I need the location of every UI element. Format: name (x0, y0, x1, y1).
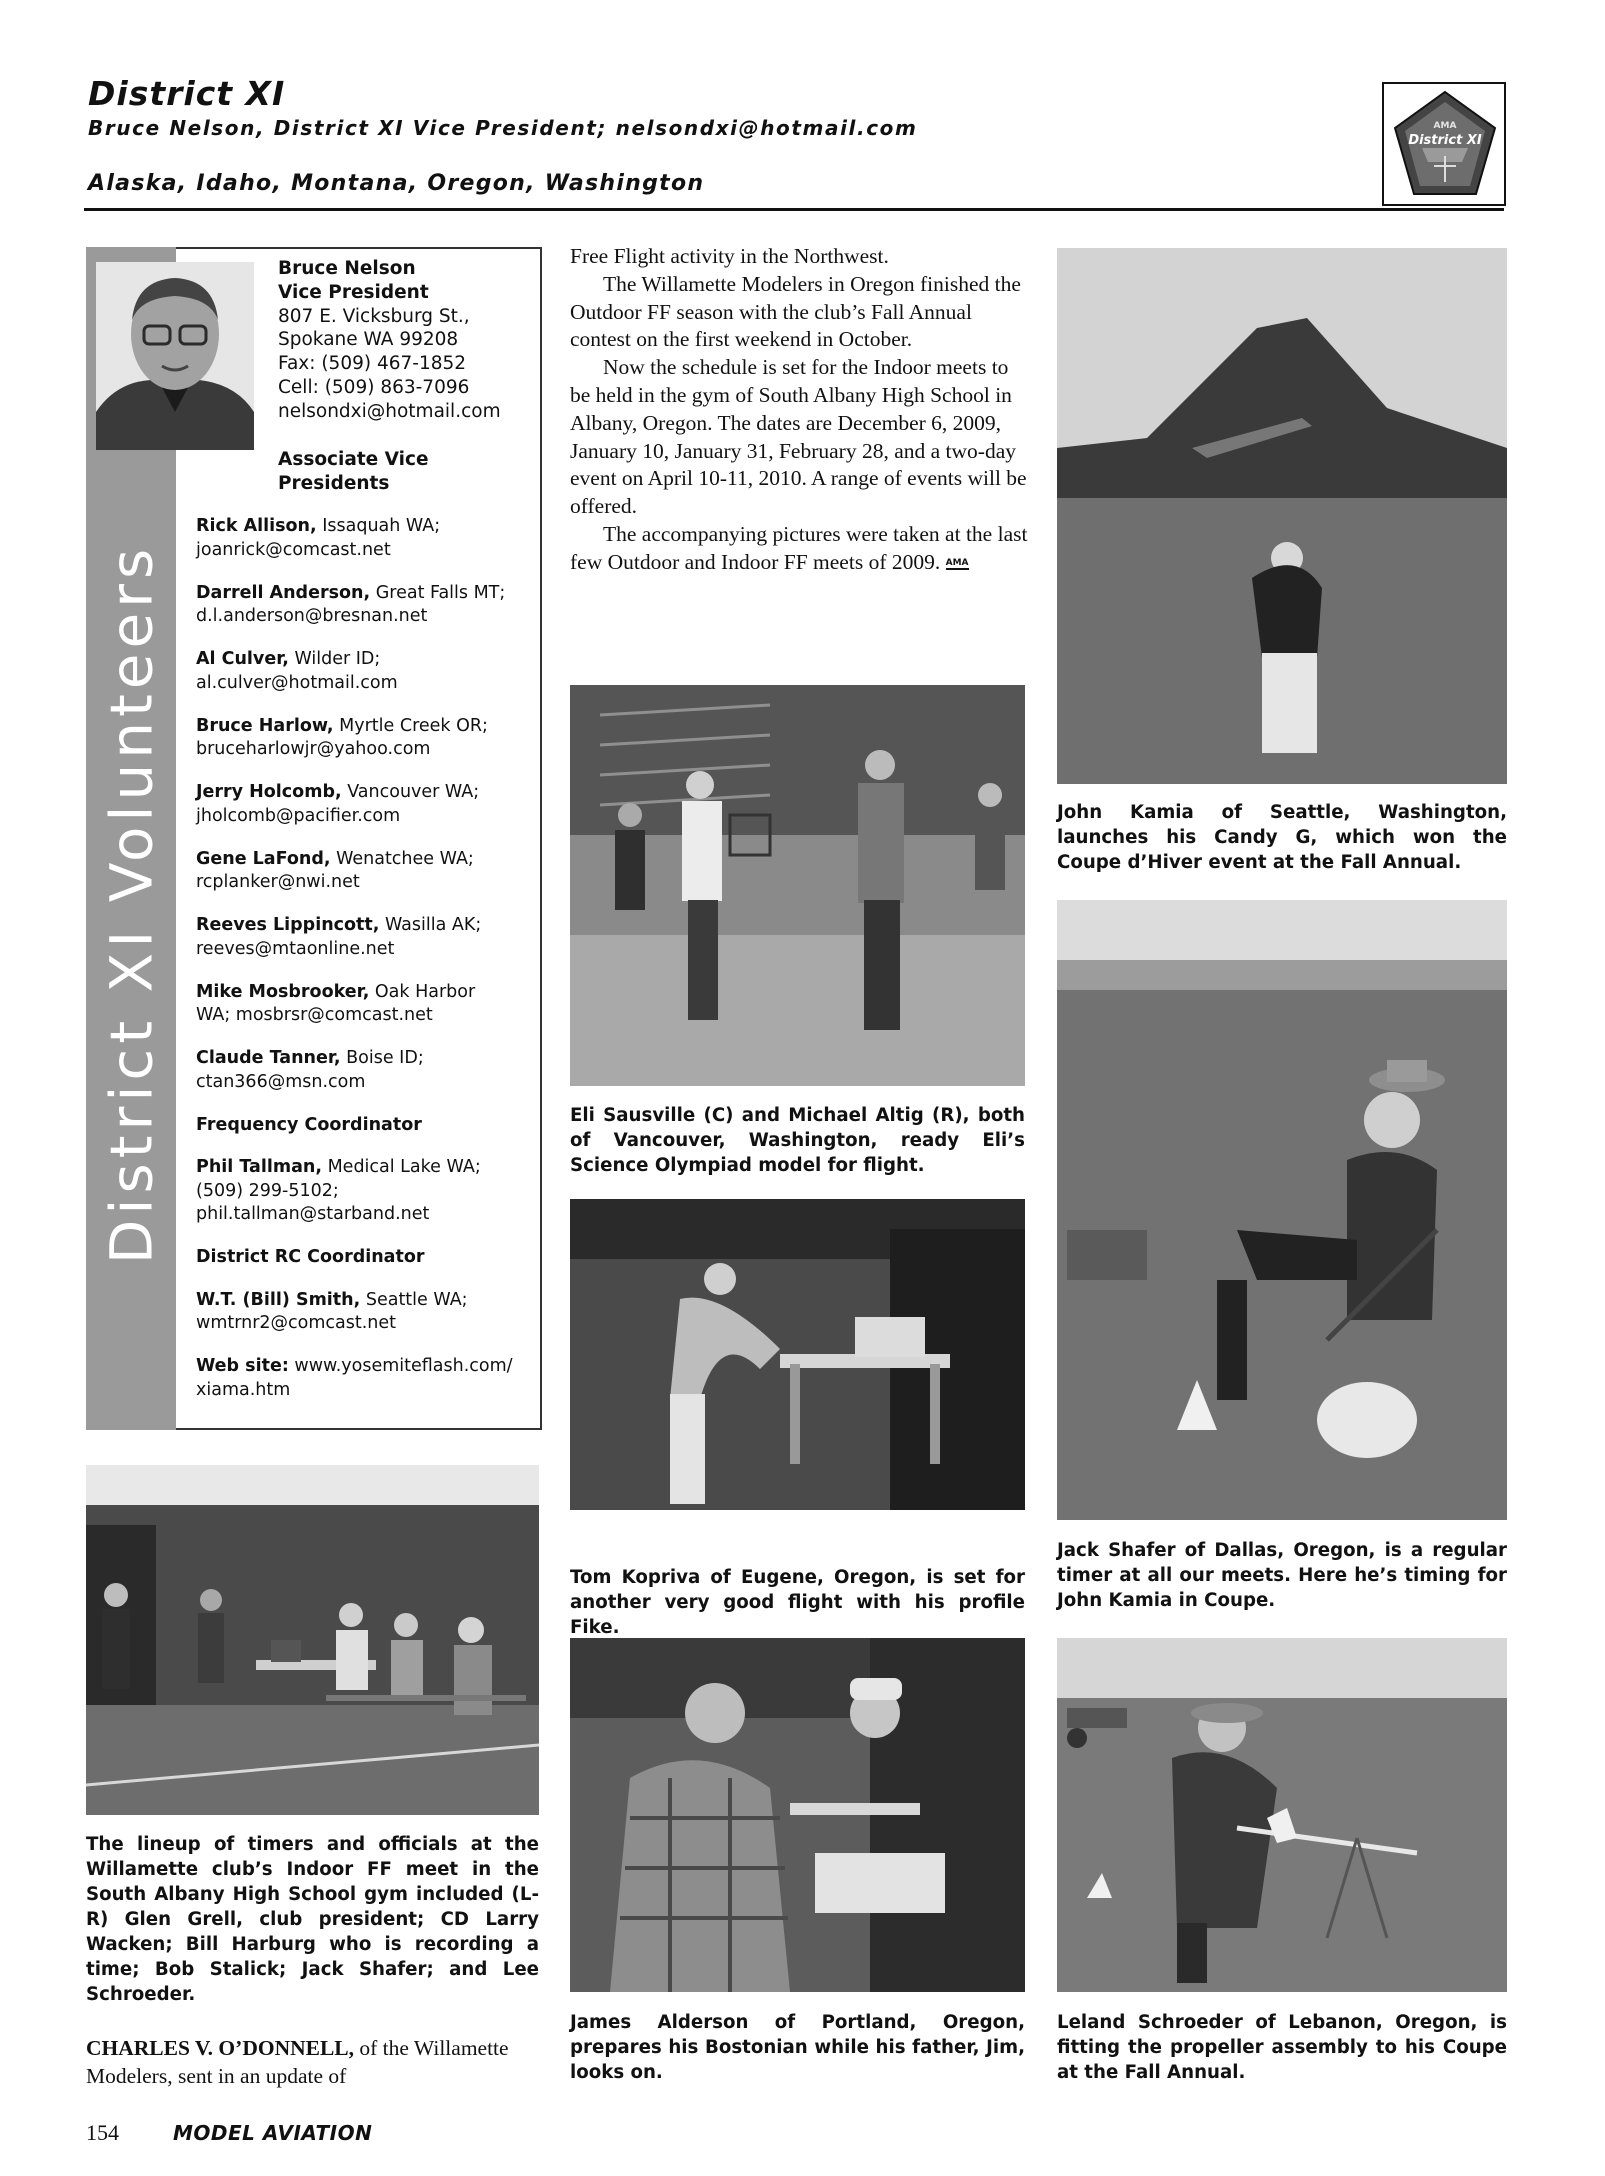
vp-name: Bruce Nelson (278, 258, 416, 279)
caption-jack-shafer: Jack Shafer of Dallas, Oregon, is a regular timer at all our meets. Here he’s timing for John Kamia in Coupe. (1057, 1540, 1507, 1611)
volunteer-location: Boise ID; (340, 1048, 424, 1068)
photo-john-kamia (1057, 248, 1507, 784)
assoc-vp-heading-line1: Associate Vice (278, 449, 429, 470)
magazine-name: MODEL AVIATION (173, 2121, 373, 2145)
district-states: Alaska, Idaho, Montana, Oregon, Washington (88, 171, 705, 196)
volunteer-name: Phil Tallman, (196, 1157, 323, 1177)
caption-james-alderson: James Alderson of Portland, Oregon, prepares his Bostonian while his father, Jim, looks on. (570, 2012, 1025, 2083)
volunteer-entry (196, 914, 536, 961)
article-paragraph (570, 521, 1028, 577)
vp-fax: Fax: (509) 467-1852 (278, 353, 467, 375)
volunteer-name: W.T. (Bill) Smith, (196, 1289, 361, 1310)
vp-portrait-photo (96, 262, 254, 450)
photo-leland-schroeder (1057, 1638, 1507, 1992)
article-paragraph: The Willamette Modelers in Oregon finished the Outdoor FF season with the club’s Fall Annual contest on the first weekend in October. (570, 271, 1021, 352)
volunteer-location: Wilder ID; (288, 649, 381, 669)
volunteer-name: Reeves Lippincott, (196, 915, 380, 935)
volunteer-location: Oak Harbor (369, 981, 476, 1002)
volunteer-email[interactable]: reeves@mtaonline.net (196, 938, 395, 959)
logo-district-text: District XI (1408, 133, 1482, 148)
article-paragraph: Now the schedule is set for the Indoor meets to be held in the gym of South Albany High School in Albany, Oregon. The dates are December 6, 2009, January 10, January 31, February 28, and a two-day event on April 10-11, 2010. A range of events will be offered. (570, 355, 1027, 519)
volunteer-name: Rick Allison, (196, 516, 317, 536)
caption-john-kamia: John Kamia of Seattle, Washington, launches his Candy G, which won the Coupe d’Hiver event at the Fall Annual. (1057, 802, 1507, 873)
volunteer-entry (196, 1047, 536, 1094)
caption-eli-michael: Eli Sausville (C) and Michael Altig (R), both of Vancouver, Washington, ready Eli’s Science Olympiad model for flight. (570, 1105, 1025, 1176)
volunteer-phone: (509) 299-5102; (196, 1180, 339, 1201)
rc-coordinator-entry (196, 1289, 536, 1336)
volunteer-location: Issaquah WA; (316, 516, 441, 536)
volunteer-name: Claude Tanner, (196, 1048, 341, 1068)
volunteer-email[interactable]: bruceharlowjr@yahoo.com (196, 739, 431, 759)
vp-title: Vice President (278, 281, 429, 303)
volunteer-entry (196, 848, 536, 895)
assoc-vp-heading (278, 448, 478, 496)
page-subtitle: Bruce Nelson, District XI Vice President; nelsondxi@hotmail.com (88, 116, 918, 140)
logo-ama-text: AMA (1433, 121, 1457, 131)
caption-gym-lineup: The lineup of timers and officials at the Willamette club’s Indoor FF meet in the South Albany High School gym included (L-R) Glen Grell, club president; CD Larry Wacken; Bill Harburg who is recording a time; Bob Stalick; Jack Shafer; and Lee Schroeder. (86, 1834, 539, 2005)
photo-tom-kopriva (570, 1199, 1025, 1510)
volunteer-location: Wenatchee WA; (330, 848, 474, 869)
website-url[interactable]: www.yosemiteflash.com/ (288, 1356, 513, 1376)
volunteer-email[interactable]: ctan366@msn.com (196, 1071, 366, 1092)
rc-coordinator-heading: District RC Coordinator (196, 1247, 425, 1267)
website-url-cont[interactable]: xiama.htm (196, 1379, 291, 1400)
volunteer-name: Jerry Holcomb, (196, 782, 342, 802)
page-title: District XI (88, 74, 286, 113)
volunteer-email[interactable]: jholcomb@pacifier.com (196, 805, 401, 826)
ama-end-mark-icon: AMA (945, 557, 969, 568)
volunteer-email[interactable]: phil.tallman@starband.net (196, 1204, 430, 1224)
vp-cell: Cell: (509) 863-7096 (278, 376, 470, 398)
district-logo (1382, 82, 1506, 206)
volunteer-name: Gene LaFond, (196, 848, 331, 869)
volunteer-name: Mike Mosbrooker, (196, 981, 370, 1002)
assoc-vp-heading-line2: Presidents (278, 473, 390, 494)
volunteer-location: Great Falls MT; (370, 582, 506, 603)
article-body (570, 243, 1028, 577)
volunteer-entry (196, 648, 536, 695)
district-logo-pentagon (1392, 90, 1498, 198)
vp-address-line2: Spokane WA 99208 (278, 329, 459, 351)
photo-jack-shafer (1057, 900, 1507, 1520)
volunteer-entry (196, 582, 536, 629)
frequency-coordinator-heading: Frequency Coordinator (196, 1114, 422, 1135)
vp-contact (278, 257, 501, 424)
volunteer-list (196, 515, 536, 1422)
article-paragraph-text: The accompanying pictures were taken at the last few Outdoor and Indoor FF meets of 2009. (570, 521, 1028, 574)
volunteer-location: Wasilla AK; (379, 915, 482, 935)
volunteer-location: Seattle WA; (360, 1289, 468, 1310)
volunteer-location: Myrtle Creek OR; (333, 715, 488, 736)
article-continued (86, 2035, 542, 2091)
caption-tom-kopriva: Tom Kopriva of Eugene, Oregon, is set for another very good flight with his profile Fike. (570, 1567, 1025, 1638)
volunteer-location: Vancouver WA; (341, 782, 480, 802)
volunteer-email[interactable]: d.l.anderson@bresnan.net (196, 606, 428, 626)
website-entry (196, 1355, 536, 1402)
caption-leland-schroeder: Leland Schroeder of Lebanon, Oregon, is fitting the propeller assembly to his Coupe at the Fall Annual. (1057, 2012, 1507, 2083)
frequency-coordinator-entry (196, 1156, 536, 1227)
volunteer-entry (196, 981, 536, 1028)
page-number: 154 (86, 2120, 119, 2145)
volunteer-entry (196, 781, 536, 828)
article-paragraph: Free Flight activity in the Northwest. (570, 244, 889, 268)
volunteer-entry (196, 515, 536, 562)
volunteer-name: Bruce Harlow, (196, 715, 334, 736)
vp-address-line1: 807 E. Vicksburg St., (278, 305, 470, 327)
volunteers-band-label: District XI Volunteers (97, 543, 166, 1264)
volunteer-email[interactable]: wmtrnr2@comcast.net (196, 1313, 397, 1333)
website-label: Web site: (196, 1356, 289, 1376)
vp-email[interactable]: nelsondxi@hotmail.com (278, 400, 501, 422)
article-lead-name: CHARLES V. O’DONNELL, (86, 2036, 355, 2060)
volunteer-email[interactable]: al.culver@hotmail.com (196, 672, 398, 693)
photo-eli-michael (570, 685, 1025, 1086)
volunteer-name: Darrell Anderson, (196, 582, 371, 603)
photo-gym-lineup (86, 1465, 539, 1815)
volunteer-name: Al Culver, (196, 649, 289, 669)
volunteer-email[interactable]: WA; mosbrsr@comcast.net (196, 1005, 433, 1025)
article-lead-rest: of the Willamette Modelers, sent in an update of (86, 2036, 509, 2088)
photo-james-alderson (570, 1638, 1025, 1992)
volunteer-entry (196, 715, 536, 762)
header-rule (84, 208, 1504, 211)
volunteer-email[interactable]: joanrick@comcast.net (196, 539, 391, 560)
volunteer-location: Medical Lake WA; (322, 1157, 481, 1177)
volunteer-email[interactable]: rcplanker@nwi.net (196, 872, 360, 892)
